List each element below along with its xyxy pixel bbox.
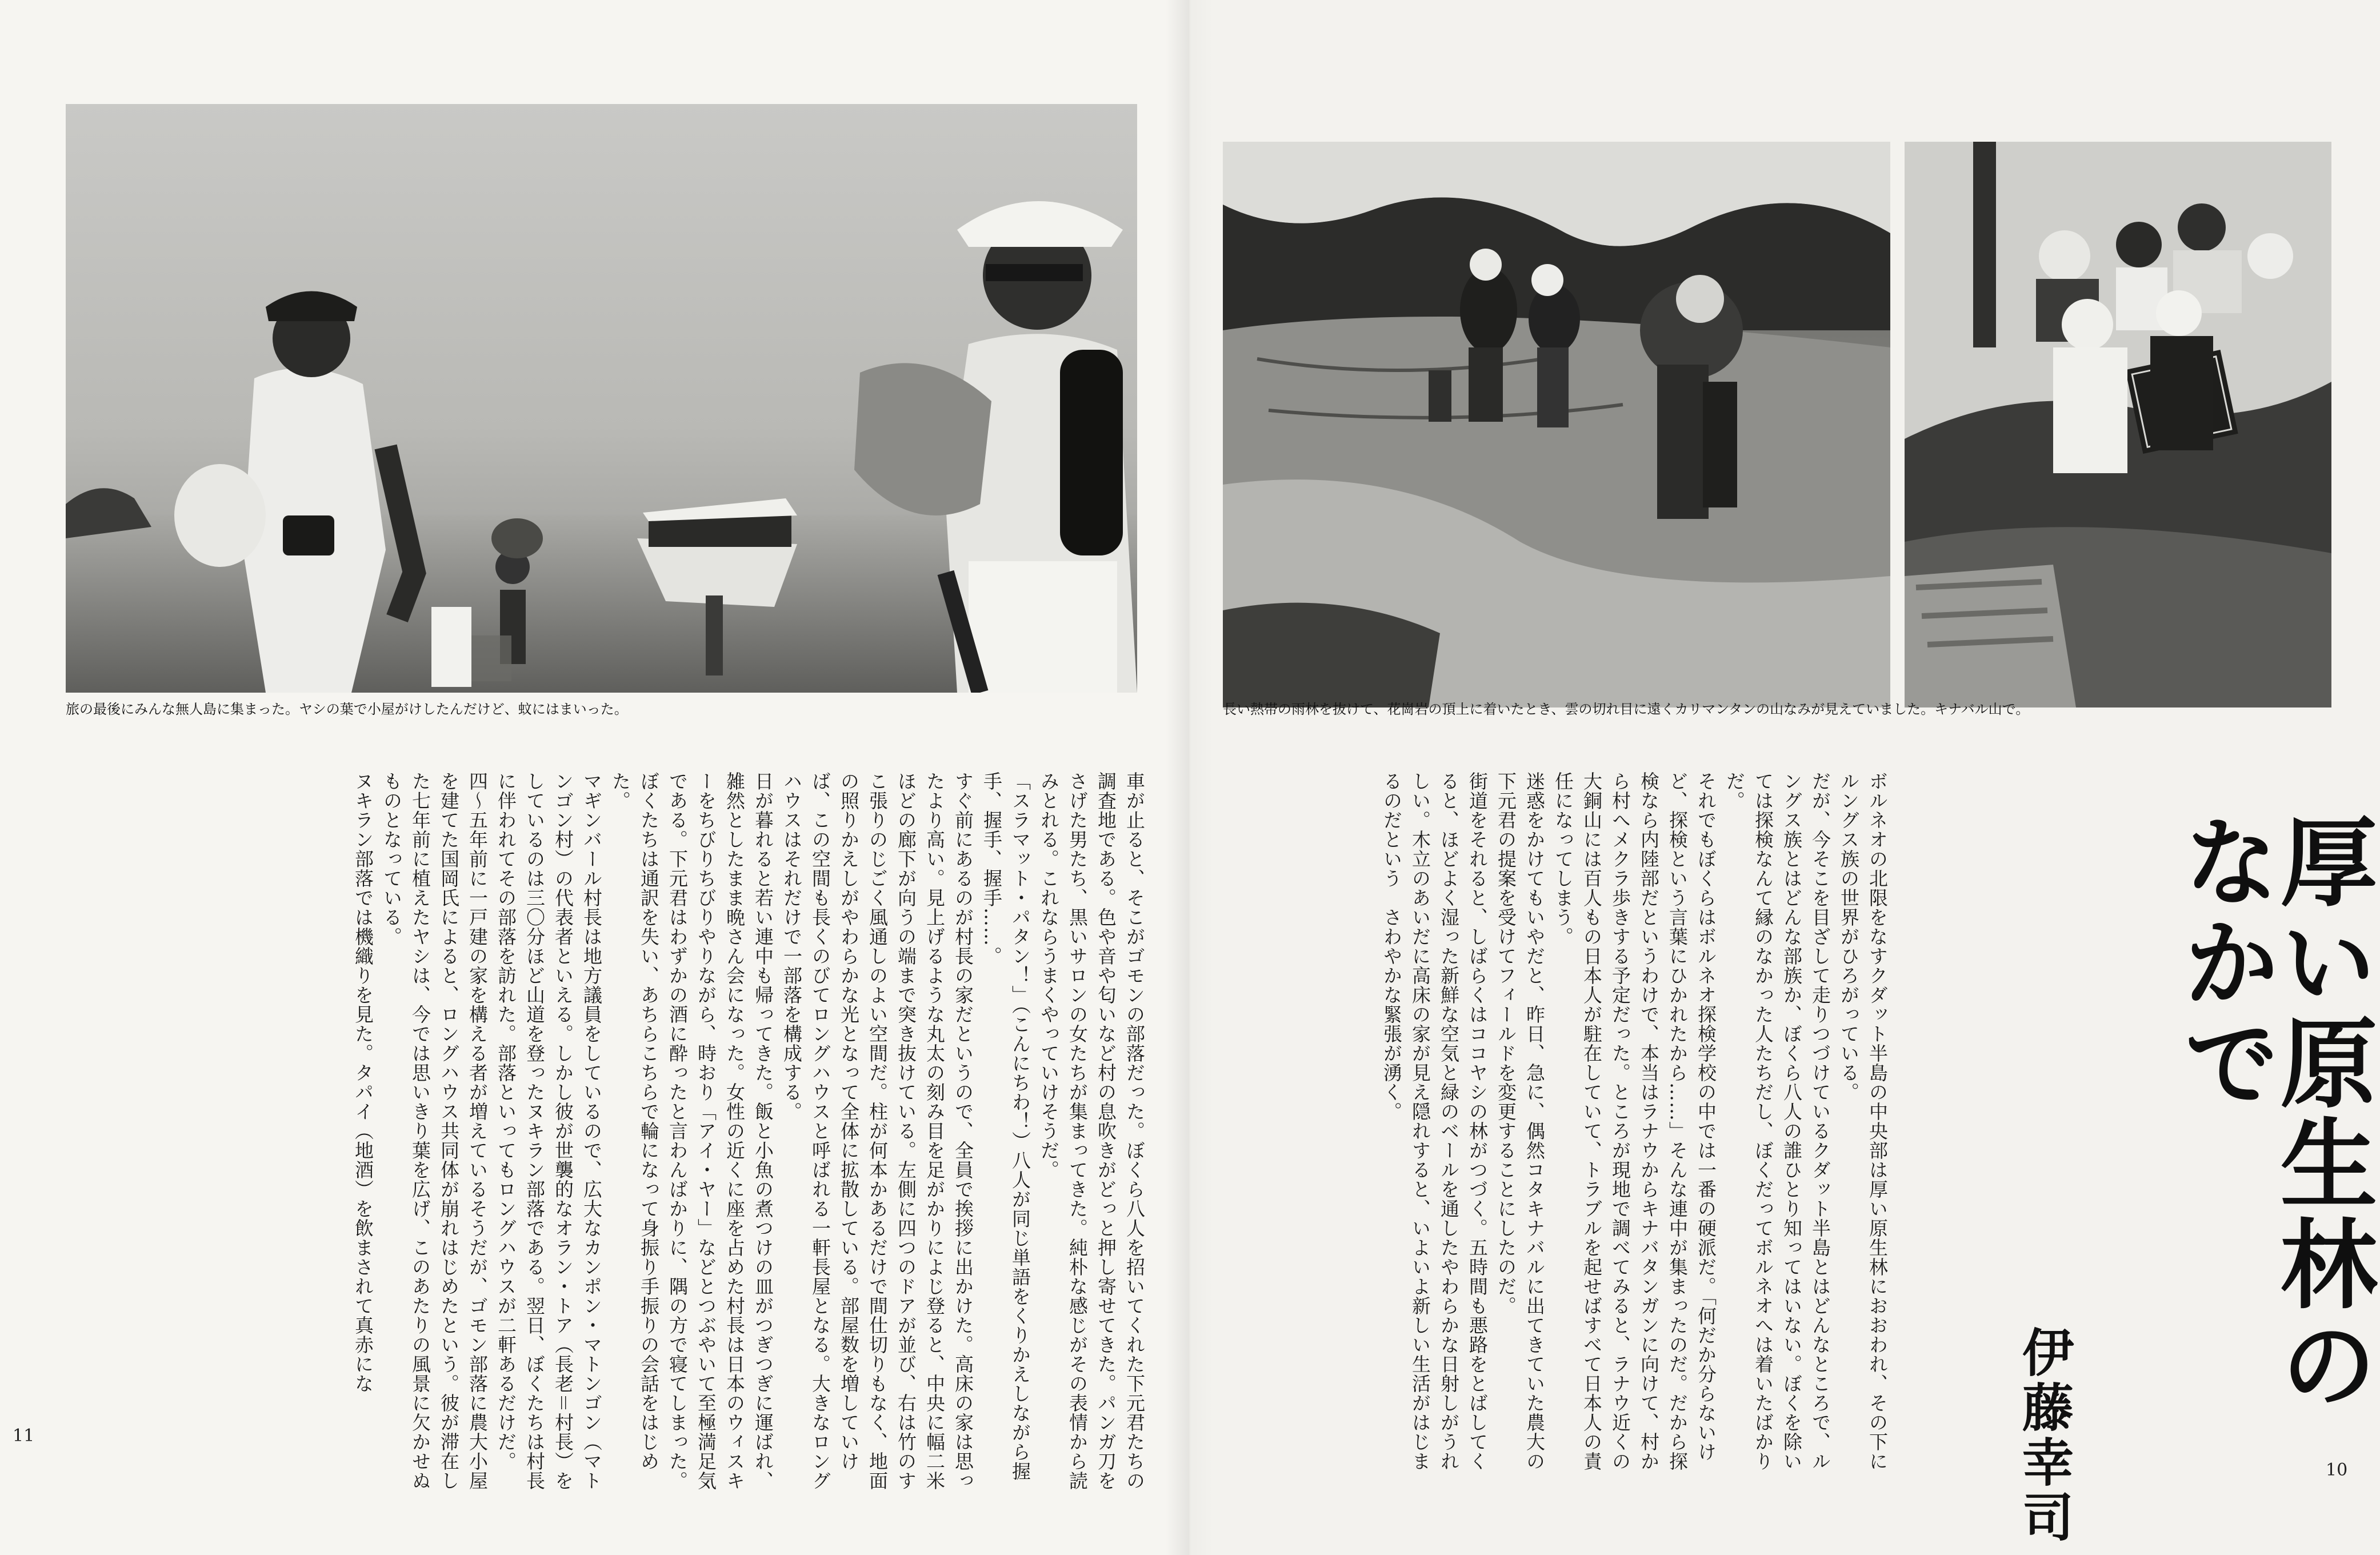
page-number-right: 10 bbox=[2326, 1460, 2348, 1480]
left-paragraph: すぐ前にあるのが村長の家だというので、全員で挨拶に出かけた。高床の家は思ったより高い。見上げるような丸太の刻み目を足がかりによじ登ると、中央に幅二米ほどの廊下が向うの端まで突き抜けている。左側に四つのドアが並び、右は竹のすこ張りのじごく風通しのよい空間だ。柱が何本かあるだけで間仕切りもなく、地面の照りかえしがやわらかな光となって全体に拡散している。部屋数を増していけば、この空間も長くのびてロングハウスと呼ばれる一軒長屋となる。大きなロングハウスはそれだけで一部落を構成する。 bbox=[781, 771, 974, 1490]
left-paragraph: 車が止ると、そこがゴモンの部落だった。ぼくら八人を招いてくれた下元君たちの調査地である。色や音や匂いなど村の息吹きがどっと押し寄せてきた。パンガ刀をさげた男たち、黒いサロンの女たちが集まってきた。純朴な感じがその表情から読みとれる。これならうまくやっていけそうだ。 bbox=[1038, 771, 1146, 1490]
page-number-left: 11 bbox=[13, 1426, 35, 1446]
right-paragraph: ボルネオの北限をなすクダット半島の中央部は厚い原生林におおわれ、その下にルングス族の世界がひろがっている。 bbox=[1838, 771, 1889, 1471]
right-paragraph: 迷惑をかけてもいやだと、昨日、急に、偶然コタキナバルに出てきていた農大の下元君の提案を受けてフィールドを変更することにしたのだ。 bbox=[1495, 771, 1546, 1471]
left-page-body-text bbox=[86, 771, 1149, 1492]
summit-group-photo bbox=[1905, 142, 2331, 707]
right-paragraph: 街道をそれると、しばらくはココヤシの林がつづく。五時間も悪路をとばしてくると、ほどよく湿った新鮮な空気と緑のベールを通したやわらかな日射しがうれしい。木立のあいだに高床の家が見え隠れすると、いよいよ新しい生活がはじまるのだという さわやかな緊張が湧く。 bbox=[1381, 771, 1489, 1471]
article-author: 伊藤幸司 bbox=[2013, 1326, 2074, 1545]
left-paragraph: マギンバール村長は地方議員をしているので、広大なカンポン・マトンゴン（マトンゴン村）の代表者といえる。しかし彼が世襲的なオラン・トア（長老＝村長）をしているのは三〇分ほど山道を登ったヌキラン部落である。翌日、ぼくたちは村長に伴われてその部落を訪れた。部落といってもロングハウスが二軒あるだけだ。四〜五年前に一戸建の家を構える者が増えているそうだが、ゴモン部落に農大小屋を建てた国岡氏によると、ロングハウス共同体が崩れはじめたという。彼が滞在した七年前に植えたヤシは、今では思いきり葉を広げ、このあたりの風景に欠かせぬものとなっている。 bbox=[381, 771, 603, 1490]
island-arrival-photo bbox=[66, 104, 1137, 693]
left-photo-caption: 旅の最後にみんな無人島に集まった。ヤシの葉で小屋がけしたんだけど、蚊にはまいった。 bbox=[66, 701, 628, 717]
right-paragraph: だが、今そこを目ざして走りつづけているクダット半島とはどんなところで、ルングス族とはどんな部族か、ぼくら八人の誰ひとり知ってはいない。ぼくを除いては探検なんて縁のなかった人たちだし、ぼくだってボルネオへは着いたばかりだ。 bbox=[1723, 771, 1831, 1471]
left-paragraph: 「スラマット・パタン！」（こんにちわ！）八人が同じ単語をくりかえしながら握手、握手、握手……。 bbox=[981, 771, 1031, 1481]
right-paragraph: それでもぼくらはボルネオ探検学校の中では一番の硬派だ。「何だか分らないけど、探検という言葉にひかれたから……」そんな連中が集まったのだ。だから探検なら内陸部だというわけで、本当はラナウからキナバタンガンに向けて、村から村へメクラ歩きする予定だった。ところが現地で調べてみると、ラナウ近くの大銅山には百人もの日本人が駐在していて、トラブルを起せばすべて日本人の責任になってしまう。 bbox=[1552, 771, 1717, 1471]
granite-summit-photo bbox=[1223, 142, 1890, 707]
book-gutter bbox=[1166, 0, 1214, 1555]
article-title: 厚い原生林のなかで bbox=[2166, 812, 2377, 1415]
right-photo-caption: 長い熱帯の雨林を抜けて、花崗岩の頂上に着いたとき、雲の切れ目に遠くカリマンタンの山なみが見えていました。キナバル山で。 bbox=[1223, 701, 2030, 717]
right-page-body-text bbox=[1381, 771, 1891, 1474]
left-paragraph: ヌキラン部落では機織りを見た。タパイ（地酒）を飲まされて真赤にな bbox=[352, 771, 374, 1393]
left-paragraph: 日が暮れると若い連中も帰ってきた。飯と小魚の煮つけの皿がつぎつぎに運ばれ、雑然としたまま晩さん会になった。女性の近くに座を占めた村長は日本のウィスキーをちびりちびりやりながら、時おり「アイ・ヤー」などとつぶやいて至極満足気である。下元君はわずかの酒に酔ったと言わんばかりに、隅の方で寝てしまった。ぼくたちは通訳を失い、あちらこちらで輪になって身振り手振りの会話をはじめた。 bbox=[609, 771, 774, 1490]
